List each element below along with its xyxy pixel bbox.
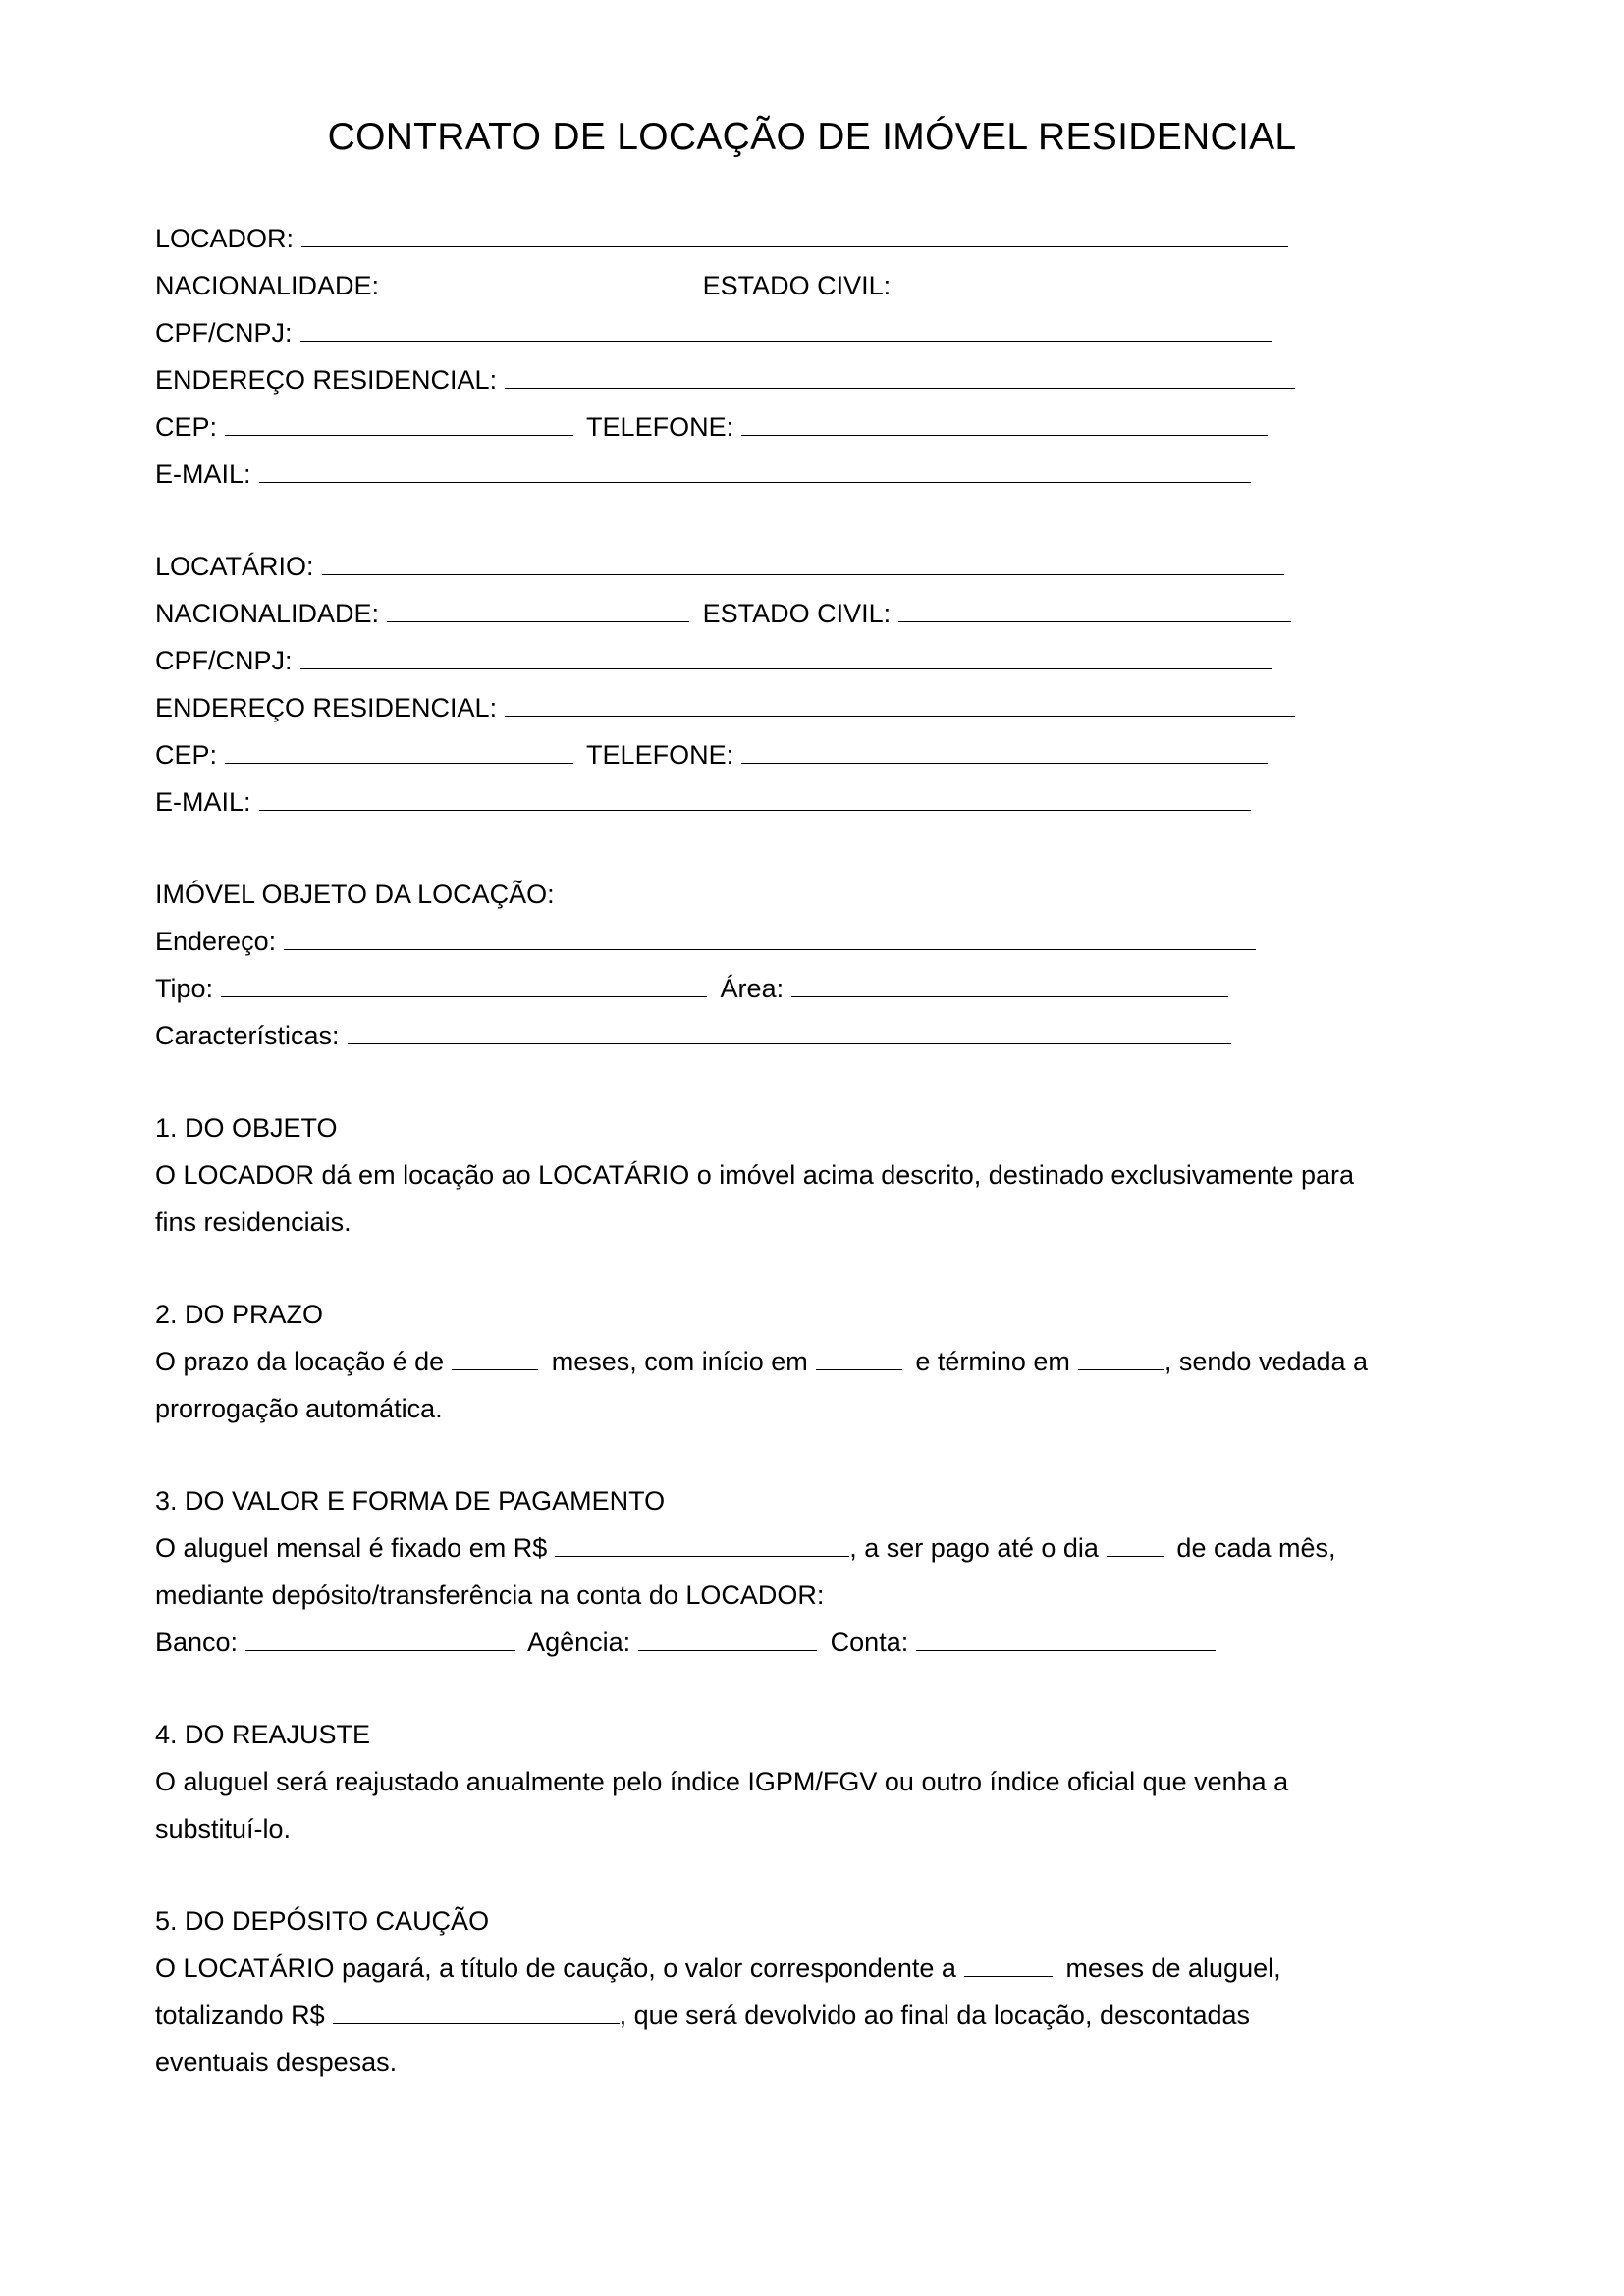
section-4-heading: 4. DO REAJUSTE [155,1720,371,1749]
section-5-text-2: meses de aluguel, [1065,1953,1281,1983]
locador-phone-label: TELEFONE: [586,412,734,442]
locador-cep-field[interactable] [225,413,573,436]
section-2-line-1 [155,1345,1368,1378]
agencia-field[interactable] [638,1629,817,1651]
locador-phone-field[interactable] [741,413,1268,436]
locatario-address-label: ENDEREÇO RESIDENCIAL: [155,693,498,722]
locador-cpf-label: CPF/CNPJ: [155,318,293,347]
section-1-line-1: O LOCADOR dá em locação ao LOCATÁRIO o imóvel acima descrito, destinado exclusivamente para [155,1160,1355,1190]
prazo-termino-field[interactable] [1078,1348,1164,1370]
conta-label: Conta: [830,1628,909,1657]
locatario-address-field[interactable] [505,694,1295,717]
locatario-cep-label: CEP: [155,740,218,770]
section-3-line-2: mediante depósito/transferência na conta do LOCADOR: [155,1580,825,1610]
locador-marital-label: ESTADO CIVIL: [702,271,892,300]
locatario-email-field[interactable] [259,788,1251,811]
section-5-text-1: O LOCATÁRIO pagará, a título de caução, o valor correspondente a [155,1953,956,1983]
imovel-type-label: Tipo: [155,974,214,1003]
locador-email-line [155,457,1257,491]
locatario-marital-field[interactable] [898,600,1291,622]
section-2-text-3: e término em [915,1347,1070,1376]
locatario-name-line [155,550,1290,583]
locatario-cep-line [155,738,1273,772]
imovel-address-label: Endereço: [155,927,277,956]
banco-label: Banco: [155,1628,239,1657]
locatario-cpf-label: CPF/CNPJ: [155,646,293,675]
locador-address-label: ENDEREÇO RESIDENCIAL: [155,365,498,395]
banco-field[interactable] [245,1629,515,1651]
section-5-text-3: totalizando R$ [155,2001,325,2030]
section-3-heading: 3. DO VALOR E FORMA DE PAGAMENTO [155,1486,666,1516]
caucao-valor-field[interactable] [333,2002,620,2024]
locador-name-label: LOCADOR: [155,224,295,253]
section-3-text-2: , a ser pago até o dia [849,1533,1099,1563]
dia-pagamento-field[interactable] [1107,1534,1164,1557]
imovel-address-line [155,925,1262,958]
locador-email-field[interactable] [259,460,1251,483]
locatario-phone-label: TELEFONE: [586,740,734,770]
locador-marital-field[interactable] [898,272,1291,294]
section-3-text-1: O aluguel mensal é fixado em R$ [155,1533,548,1563]
locador-nationality-label: NACIONALIDADE: [155,271,380,300]
locador-cep-line [155,410,1273,444]
section-5-line-3: eventuais despesas. [155,2048,398,2077]
caucao-meses-field[interactable] [964,1954,1053,1977]
prazo-inicio-field[interactable] [816,1348,902,1370]
locatario-nationality-label: NACIONALIDADE: [155,599,380,628]
aluguel-valor-field[interactable] [555,1534,849,1557]
document-title: CONTRATO DE LOCAÇÃO DE IMÓVEL RESIDENCIAL [327,116,1297,158]
section-4-line-2: substituí-lo. [155,1814,292,1843]
locatario-cep-field[interactable] [225,741,573,764]
imovel-type-field[interactable] [221,975,707,997]
locatario-name-label: LOCATÁRIO: [155,552,314,581]
imovel-features-line [155,1019,1237,1052]
section-2-heading: 2. DO PRAZO [155,1300,324,1329]
locador-cep-label: CEP: [155,412,218,442]
locatario-email-label: E-MAIL: [155,787,251,817]
locador-address-field[interactable] [505,366,1295,389]
locatario-address-line [155,691,1301,724]
imovel-area-label: Área: [720,974,785,1003]
locatario-marital-label: ESTADO CIVIL: [702,599,892,628]
section-1-line-2: fins residenciais. [155,1207,352,1237]
locador-cpf-line [155,316,1278,349]
section-5-line-1 [155,1951,1281,1985]
agencia-label: Agência: [527,1628,631,1657]
locador-name-field[interactable] [301,225,1288,247]
locador-cpf-field[interactable] [300,319,1272,342]
section-4-line-1: O aluguel será reajustado anualmente pelo índice IGPM/FGV ou outro índice oficial que venha a [155,1767,1289,1796]
section-5-line-2 [155,1999,1250,2032]
section-5-heading: 5. DO DEPÓSITO CAUÇÃO [155,1906,490,1936]
locatario-cpf-line [155,644,1278,677]
section-3-text-3: de cada mês, [1176,1533,1336,1563]
locador-address-line [155,363,1301,397]
locatario-phone-field[interactable] [741,741,1268,764]
section-3-line-1 [155,1531,1336,1565]
imovel-features-label: Características: [155,1021,340,1050]
imovel-type-line [155,972,1234,1005]
section-2-text-2: meses, com início em [551,1347,808,1376]
imovel-features-field[interactable] [348,1022,1231,1044]
locatario-cpf-field[interactable] [300,647,1272,669]
locador-email-label: E-MAIL: [155,459,251,489]
prazo-meses-field[interactable] [452,1348,538,1370]
imovel-address-field[interactable] [284,928,1256,950]
conta-field[interactable] [916,1629,1216,1651]
section-1-heading: 1. DO OBJETO [155,1113,338,1143]
section-2-text-4: , sendo vedada a [1164,1347,1369,1376]
section-5-text-4: , que será devolvido ao final da locação, descontadas [619,2001,1251,2030]
locador-name-line [155,222,1294,255]
locatario-email-line [155,785,1257,819]
locatario-nationality-line [155,597,1297,630]
imovel-heading: IMÓVEL OBJETO DA LOCAÇÃO: [155,880,555,909]
section-2-line-2: prorrogação automática. [155,1394,443,1423]
section-3-bank-line [155,1626,1221,1659]
imovel-area-field[interactable] [791,975,1228,997]
section-2-text-1: O prazo da locação é de [155,1347,445,1376]
locatario-name-field[interactable] [322,553,1284,575]
locatario-nationality-field[interactable] [387,600,689,622]
locador-nationality-field[interactable] [387,272,689,294]
locador-nationality-line [155,269,1297,302]
